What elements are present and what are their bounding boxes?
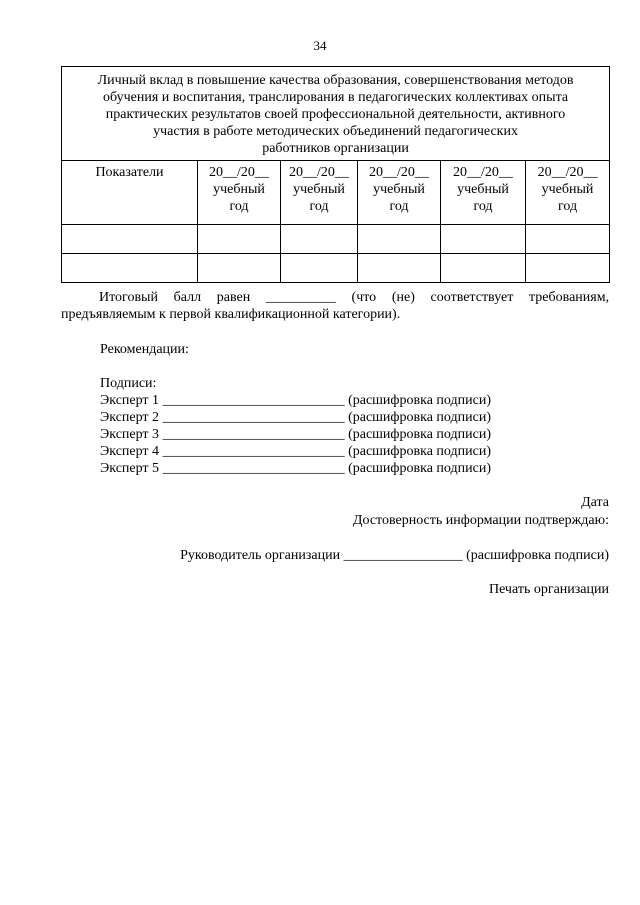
page-number: 34 [313, 38, 327, 53]
table-header-row [62, 161, 610, 225]
evaluation-table [61, 66, 610, 283]
expert-signature-line: Эксперт 1 __________________________ (расшифровка подписи) [100, 393, 491, 408]
indicator-header: Показатели [62, 161, 198, 225]
table-row [62, 254, 610, 283]
year-header: 20__/20__ учебный год [441, 161, 526, 225]
total-score-line-2: предъявляемым к первой квалификационной категории). [61, 307, 401, 322]
year-header: 20__/20__ учебный год [526, 161, 610, 225]
year-header: 20__/20__ учебный год [281, 161, 358, 225]
head-signature-line: Руководитель организации _________________ (расшифровка подписи) [180, 548, 609, 563]
expert-signature-line: Эксперт 4 __________________________ (расшифровка подписи) [100, 444, 491, 459]
confirmation-text: Достоверность информации подтверждаю: [352, 513, 609, 528]
expert-signature-line: Эксперт 5 __________________________ (расшифровка подписи) [100, 461, 491, 476]
year-header: 20__/20__ учебный год [358, 161, 441, 225]
table-title-line: работников организации [262, 141, 409, 156]
table-title-line: практических результатов своей профессиональной деятельности, активного [105, 107, 566, 122]
expert-signature-line: Эксперт 2 __________________________ (расшифровка подписи) [100, 410, 491, 425]
total-score-paragraph [61, 289, 609, 323]
signatures-heading: Подписи: [100, 376, 157, 391]
stamp-label: Печать организации [488, 582, 609, 597]
table-title-line: участия в работе методических объединений педагогических [153, 124, 518, 139]
year-header: 20__/20__ учебный год [198, 161, 281, 225]
expert-signature-line: Эксперт 3 __________________________ (расшифровка подписи) [100, 427, 491, 442]
date-label: Дата [581, 495, 609, 510]
total-score-line: Итоговый балл равен __________ (что (не) соответствует требованиям, [99, 290, 610, 305]
table-title-line: обучения и воспитания, транслирования в педагогических коллективах опыта [103, 90, 569, 105]
table-title-line: Личный вклад в повышение качества образования, совершенствования методов [97, 73, 574, 88]
table-row [62, 225, 610, 254]
table-title [62, 67, 610, 161]
recommendations-label: Рекомендации: [100, 342, 189, 357]
